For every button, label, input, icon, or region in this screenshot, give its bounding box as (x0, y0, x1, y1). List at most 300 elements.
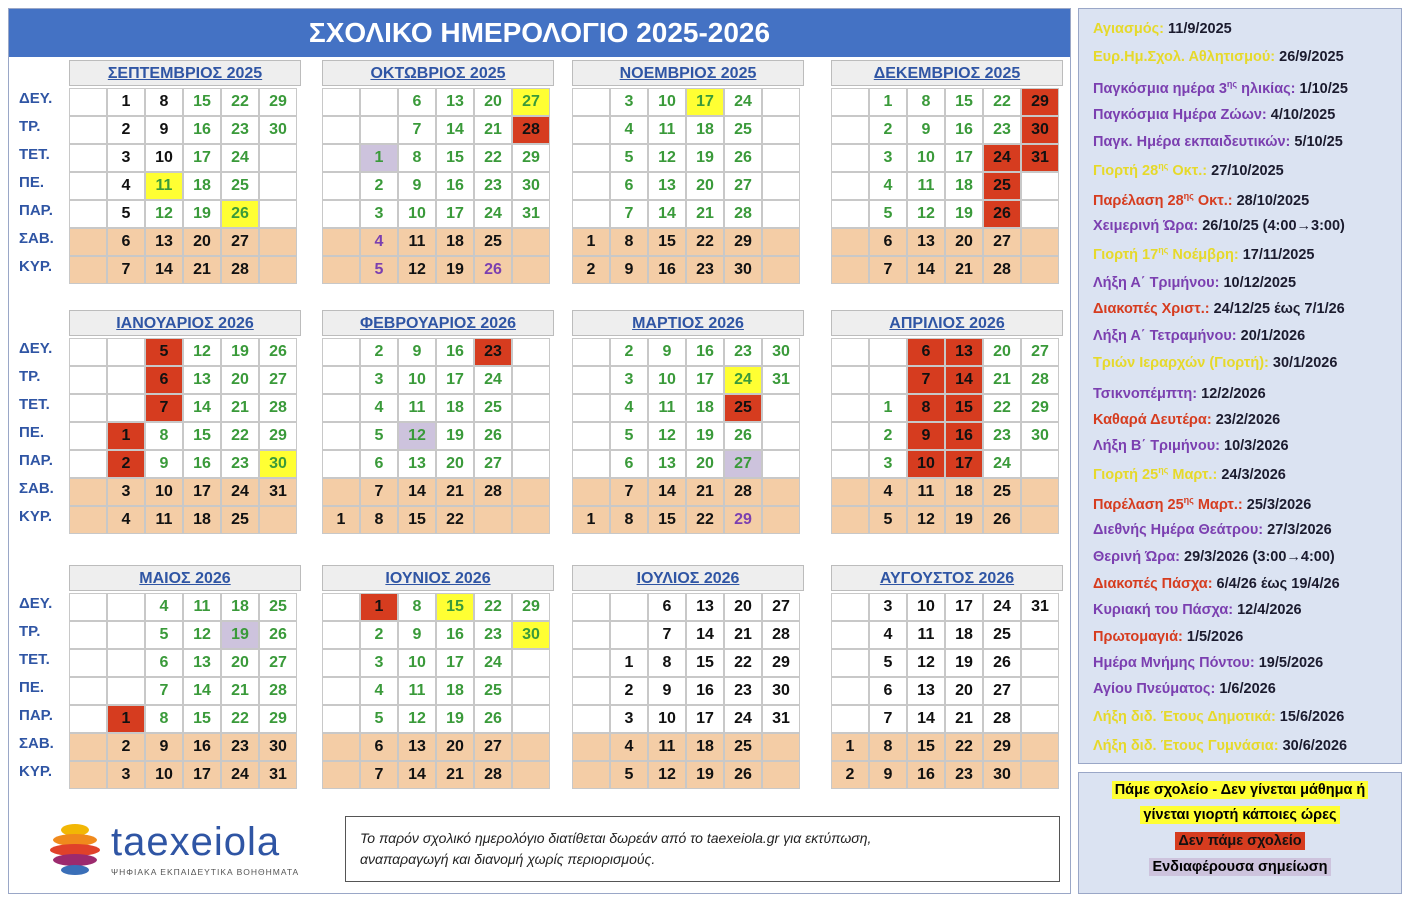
day-cell: 15 (648, 228, 686, 256)
empty-cell (512, 649, 550, 677)
day-cell: 23 (724, 677, 762, 705)
month-title: ΑΥΓΟΥΣΤΟΣ 2026 (831, 565, 1063, 591)
day-cell: 26 (983, 506, 1021, 534)
event-separator: : (1233, 246, 1243, 263)
day-cell: 29 (259, 88, 297, 116)
month-title: ΜΑΙΟΣ 2026 (69, 565, 301, 591)
event-label: Πρωτομαγιά (1093, 629, 1179, 645)
empty-cell (69, 677, 107, 705)
day-cell: 6 (360, 733, 398, 761)
day-cell: 30 (259, 116, 297, 144)
day-cell: 16 (183, 450, 221, 478)
event-label: Τσικνοπέμπτη (1093, 386, 1193, 402)
weekday-label: ΠΕ. (19, 679, 45, 696)
day-cell: 4 (869, 621, 907, 649)
month-title: ΜΑΡΤΙΟΣ 2026 (572, 310, 804, 336)
day-cell: 22 (474, 593, 512, 621)
event-separator: : (1264, 355, 1273, 371)
day-cell: 23 (724, 338, 762, 366)
day-cell: 14 (398, 761, 436, 789)
weekday-label: ΤΕΤ. (19, 651, 50, 668)
day-cell: 2 (360, 621, 398, 649)
day-cell: 28 (259, 394, 297, 422)
day-cell: 4 (360, 228, 398, 256)
day-cell: 9 (145, 450, 183, 478)
event-item (1093, 576, 1340, 592)
event-separator: : (1273, 738, 1283, 754)
day-cell: 7 (610, 478, 648, 506)
event-separator: : (1227, 192, 1237, 209)
day-cell: 10 (145, 144, 183, 172)
empty-cell (572, 705, 610, 733)
weekday-label: ΠΕ. (19, 424, 45, 441)
day-cell: 18 (436, 394, 474, 422)
empty-cell (107, 366, 145, 394)
day-cell: 12 (907, 506, 945, 534)
day-cell: 25 (221, 506, 259, 534)
event-label-sup: ης (1158, 465, 1169, 475)
month-title: ΝΟΕΜΒΡΙΟΣ 2025 (572, 60, 804, 86)
day-cell: 21 (221, 677, 259, 705)
day-cell: 21 (945, 256, 983, 284)
event-date: 28/10/2025 (1236, 192, 1310, 209)
empty-cell (259, 506, 297, 534)
day-cell: 18 (436, 228, 474, 256)
day-cell: 14 (907, 705, 945, 733)
day-cell: 19 (436, 422, 474, 450)
day-cell: 28 (724, 478, 762, 506)
empty-cell (762, 506, 800, 534)
empty-cell (322, 649, 360, 677)
empty-cell (572, 677, 610, 705)
empty-cell (572, 88, 610, 116)
empty-cell (1021, 450, 1059, 478)
day-cell: 17 (436, 200, 474, 228)
day-cell: 14 (183, 677, 221, 705)
day-cell: 5 (145, 621, 183, 649)
legend-yellow-line1: Πάμε σχολείο - Δεν γίνεται μάθημα ή (1112, 781, 1369, 799)
empty-cell (69, 478, 107, 506)
empty-cell (512, 733, 550, 761)
empty-cell (762, 116, 800, 144)
event-date: 12/4/2026 (1237, 602, 1302, 618)
empty-cell (512, 761, 550, 789)
day-cell: 31 (259, 478, 297, 506)
event-label-suffix: Οκτ. (1168, 162, 1203, 179)
day-cell: 4 (107, 506, 145, 534)
event-separator: : (1204, 301, 1214, 317)
day-cell: 19 (183, 200, 221, 228)
weekday-label: ΚΥΡ. (19, 258, 53, 275)
event-date: 23/2/2026 (1215, 412, 1281, 428)
empty-cell (474, 506, 512, 534)
day-cell: 27 (724, 450, 762, 478)
empty-cell (831, 621, 869, 649)
event-item (1093, 355, 1337, 371)
day-cell: 15 (183, 88, 221, 116)
day-cell: 21 (983, 366, 1021, 394)
day-cell: 19 (686, 761, 724, 789)
day-cell: 29 (1021, 394, 1059, 422)
event-label: Λήξη Α΄ Τετραμήνου (1093, 328, 1232, 344)
day-cell: 16 (183, 116, 221, 144)
day-cell: 21 (945, 705, 983, 733)
day-cell: 4 (610, 116, 648, 144)
empty-cell (831, 705, 869, 733)
empty-cell (831, 506, 869, 534)
weekday-label: ΠΑΡ. (19, 707, 53, 724)
event-date: 25/3/2026 (1246, 496, 1312, 513)
day-cell: 3 (610, 705, 648, 733)
logo (45, 816, 325, 882)
day-cell: 27 (221, 228, 259, 256)
day-cell: 11 (907, 621, 945, 649)
day-cell: 23 (945, 761, 983, 789)
day-cell: 21 (221, 394, 259, 422)
empty-cell (610, 593, 648, 621)
event-item (1093, 681, 1276, 697)
day-cell: 3 (360, 200, 398, 228)
day-cell: 26 (724, 761, 762, 789)
event-item (1093, 107, 1335, 123)
day-cell: 13 (183, 366, 221, 394)
empty-cell (69, 705, 107, 733)
day-cell: 1 (360, 144, 398, 172)
empty-cell (322, 450, 360, 478)
event-date: 27/3/2026 (1267, 522, 1332, 538)
day-cell: 19 (945, 649, 983, 677)
day-cell: 3 (360, 649, 398, 677)
day-cell: 30 (724, 256, 762, 284)
day-cell: 11 (907, 172, 945, 200)
day-cell: 11 (145, 172, 183, 200)
day-cell: 19 (221, 621, 259, 649)
empty-cell (831, 144, 869, 172)
empty-cell (869, 366, 907, 394)
empty-cell (360, 116, 398, 144)
event-separator: : (1212, 466, 1222, 483)
event-date: 6/4/26 έως 19/4/26 (1216, 576, 1340, 592)
day-cell: 31 (1021, 144, 1059, 172)
empty-cell (512, 478, 550, 506)
day-cell: 1 (360, 593, 398, 621)
day-cell: 28 (983, 256, 1021, 284)
day-cell: 12 (398, 422, 436, 450)
day-cell: 29 (724, 506, 762, 534)
day-cell: 21 (686, 200, 724, 228)
day-cell: 11 (183, 593, 221, 621)
event-label: Τριών Ιεραρχών (Γιορτή) (1093, 355, 1265, 371)
day-cell: 12 (398, 705, 436, 733)
empty-cell (322, 144, 360, 172)
day-cell: 16 (945, 116, 983, 144)
day-cell: 17 (686, 88, 724, 116)
month-title: ΙΑΝΟΥΑΡΙΟΣ 2026 (69, 310, 301, 336)
day-cell: 8 (145, 705, 183, 733)
day-cell: 24 (221, 478, 259, 506)
day-cell: 22 (724, 649, 762, 677)
event-separator: : (1210, 681, 1220, 697)
day-cell: 14 (648, 200, 686, 228)
day-cell: 21 (686, 478, 724, 506)
empty-cell (1021, 733, 1059, 761)
event-date: 24/3/2026 (1221, 466, 1286, 483)
event-item (1093, 522, 1332, 538)
day-cell: 12 (183, 621, 221, 649)
day-cell: 10 (907, 593, 945, 621)
day-cell: 27 (474, 450, 512, 478)
empty-cell (322, 705, 360, 733)
empty-cell (572, 116, 610, 144)
empty-cell (512, 256, 550, 284)
day-cell: 20 (436, 450, 474, 478)
day-cell: 2 (360, 338, 398, 366)
day-cell: 24 (724, 366, 762, 394)
event-label: Καθαρά Δευτέρα (1093, 412, 1207, 428)
day-cell: 3 (610, 88, 648, 116)
day-cell: 14 (145, 256, 183, 284)
event-label: Λήξη Α΄ Τριμήνου (1093, 275, 1215, 291)
day-cell: 2 (869, 116, 907, 144)
empty-cell (572, 478, 610, 506)
day-cell: 9 (398, 621, 436, 649)
day-cell: 23 (983, 422, 1021, 450)
event-label-sup: ης (1158, 245, 1169, 255)
empty-cell (69, 506, 107, 534)
empty-cell (512, 366, 550, 394)
day-cell: 15 (183, 705, 221, 733)
day-cell: 16 (907, 761, 945, 789)
empty-cell (831, 394, 869, 422)
day-cell: 9 (610, 256, 648, 284)
event-item (1093, 328, 1305, 344)
empty-cell (107, 649, 145, 677)
legend-yellow-line2: γίνεται γιορτή κάποιες ώρες (1140, 806, 1339, 824)
day-cell: 18 (945, 172, 983, 200)
day-cell: 19 (436, 256, 474, 284)
day-cell: 28 (474, 478, 512, 506)
day-cell: 18 (436, 677, 474, 705)
empty-cell (831, 677, 869, 705)
day-cell: 15 (945, 394, 983, 422)
day-cell: 17 (945, 593, 983, 621)
day-cell: 10 (398, 366, 436, 394)
events-panel (1078, 8, 1402, 764)
weekday-label: ΔΕΥ. (19, 595, 53, 612)
day-cell: 26 (983, 200, 1021, 228)
empty-cell (572, 649, 610, 677)
footnote (345, 816, 1060, 882)
day-cell: 11 (648, 394, 686, 422)
day-cell: 20 (724, 593, 762, 621)
day-cell: 21 (436, 761, 474, 789)
day-cell: 1 (107, 705, 145, 733)
day-cell: 18 (686, 394, 724, 422)
day-cell: 11 (145, 506, 183, 534)
month-title: ΙΟΥΛΙΟΣ 2026 (572, 565, 804, 591)
day-cell: 22 (686, 228, 724, 256)
day-cell: 9 (907, 116, 945, 144)
empty-cell (1021, 506, 1059, 534)
event-separator: : (1214, 275, 1224, 291)
empty-cell (762, 256, 800, 284)
event-item (1093, 218, 1345, 234)
day-cell: 10 (145, 761, 183, 789)
event-item (1093, 549, 1335, 565)
day-cell: 2 (107, 450, 145, 478)
empty-cell (512, 677, 550, 705)
day-cell: 1 (869, 394, 907, 422)
day-cell: 26 (724, 422, 762, 450)
event-separator: : (1228, 602, 1238, 618)
day-cell: 26 (724, 144, 762, 172)
day-cell: 2 (572, 256, 610, 284)
empty-cell (322, 88, 360, 116)
day-cell: 31 (762, 705, 800, 733)
empty-cell (1021, 621, 1059, 649)
legend-yellow-2 (1079, 807, 1401, 823)
legend-lavender-label: Ενδιαφέρουσα σημείωση (1149, 858, 1330, 876)
day-cell: 24 (983, 593, 1021, 621)
empty-cell (69, 144, 107, 172)
legend-yellow (1079, 782, 1401, 798)
empty-cell (69, 256, 107, 284)
empty-cell (512, 506, 550, 534)
event-separator: : (1215, 438, 1225, 454)
day-cell: 23 (474, 621, 512, 649)
day-cell: 2 (610, 677, 648, 705)
event-label: Παρέλαση 25 (1093, 496, 1184, 513)
event-date: 17/11/2025 (1242, 246, 1315, 263)
empty-cell (610, 621, 648, 649)
empty-cell (831, 593, 869, 621)
empty-cell (572, 366, 610, 394)
day-cell: 20 (221, 366, 259, 394)
day-cell: 31 (512, 200, 550, 228)
event-label: Διακοπές Πάσχα (1093, 576, 1208, 592)
event-label: Γιορτή 28 (1093, 162, 1159, 179)
day-cell: 29 (259, 422, 297, 450)
event-separator: : (1192, 386, 1202, 402)
day-cell: 24 (474, 366, 512, 394)
empty-cell (831, 256, 869, 284)
day-cell: 3 (107, 144, 145, 172)
month-title: ΣΕΠΤΕΜΒΡΙΟΣ 2025 (69, 60, 301, 86)
empty-cell (69, 338, 107, 366)
day-cell: 30 (259, 450, 297, 478)
empty-cell (322, 478, 360, 506)
event-label: Αγιασμός (1093, 21, 1160, 37)
day-cell: 6 (610, 172, 648, 200)
event-separator: : (1159, 21, 1168, 37)
empty-cell (1021, 677, 1059, 705)
day-cell: 14 (398, 478, 436, 506)
empty-cell (572, 422, 610, 450)
day-cell: 26 (474, 705, 512, 733)
event-date: 19/5/2026 (1258, 655, 1324, 671)
event-label-suffix: Οκτ. (1193, 192, 1228, 209)
day-cell: 5 (869, 200, 907, 228)
day-cell: 14 (183, 394, 221, 422)
day-cell: 30 (762, 338, 800, 366)
day-cell: 30 (512, 172, 550, 200)
day-cell: 10 (907, 144, 945, 172)
day-cell: 11 (398, 228, 436, 256)
empty-cell (1021, 228, 1059, 256)
day-cell: 23 (474, 172, 512, 200)
day-cell: 15 (436, 593, 474, 621)
day-cell: 8 (648, 649, 686, 677)
day-cell: 11 (398, 677, 436, 705)
empty-cell (107, 621, 145, 649)
empty-cell (322, 256, 360, 284)
day-cell: 4 (145, 593, 183, 621)
event-date: 26/9/2025 (1279, 49, 1344, 65)
month-title: ΦΕΒΡΟΥΑΡΙΟΣ 2026 (322, 310, 554, 336)
day-cell: 3 (610, 366, 648, 394)
empty-cell (69, 621, 107, 649)
day-cell: 8 (610, 228, 648, 256)
day-cell: 13 (398, 450, 436, 478)
day-cell: 19 (686, 422, 724, 450)
day-cell: 13 (145, 228, 183, 256)
day-cell: 9 (648, 338, 686, 366)
day-cell: 6 (869, 228, 907, 256)
event-item (1093, 134, 1343, 150)
event-label: Λήξη διδ. Έτους Γυμνάσια (1093, 738, 1274, 754)
event-label: Χειμερινή Ώρα (1093, 218, 1194, 234)
day-cell: 2 (831, 761, 869, 789)
day-cell: 4 (610, 394, 648, 422)
day-cell: 19 (221, 338, 259, 366)
empty-cell (259, 200, 297, 228)
empty-cell (1021, 705, 1059, 733)
day-cell: 6 (145, 366, 183, 394)
day-cell: 23 (221, 450, 259, 478)
empty-cell (831, 228, 869, 256)
empty-cell (259, 144, 297, 172)
month-title: ΑΠΡΙΛΙΟΣ 2026 (831, 310, 1063, 336)
empty-cell (69, 450, 107, 478)
day-cell: 13 (648, 450, 686, 478)
empty-cell (831, 116, 869, 144)
empty-cell (107, 677, 145, 705)
day-cell: 16 (436, 621, 474, 649)
day-cell: 8 (145, 422, 183, 450)
day-cell: 22 (474, 144, 512, 172)
event-item (1093, 629, 1243, 645)
day-cell: 24 (983, 450, 1021, 478)
day-cell: 25 (474, 394, 512, 422)
event-label-suffix: Μαρτ. (1168, 466, 1213, 483)
day-cell: 5 (610, 422, 648, 450)
event-date: 5/10/25 (1294, 134, 1343, 150)
empty-cell (831, 649, 869, 677)
day-cell: 26 (259, 338, 297, 366)
day-cell: 28 (1021, 366, 1059, 394)
day-cell: 12 (648, 761, 686, 789)
day-cell: 14 (436, 116, 474, 144)
day-cell: 25 (221, 172, 259, 200)
day-cell: 10 (145, 478, 183, 506)
day-cell: 15 (945, 88, 983, 116)
day-cell: 26 (474, 422, 512, 450)
day-cell: 18 (686, 116, 724, 144)
event-label: Διεθνής Ημέρα Θεάτρου (1093, 522, 1259, 538)
event-date: 26/10/25 (4:00→3:00) (1202, 218, 1345, 234)
day-cell: 29 (512, 144, 550, 172)
day-cell: 23 (983, 116, 1021, 144)
